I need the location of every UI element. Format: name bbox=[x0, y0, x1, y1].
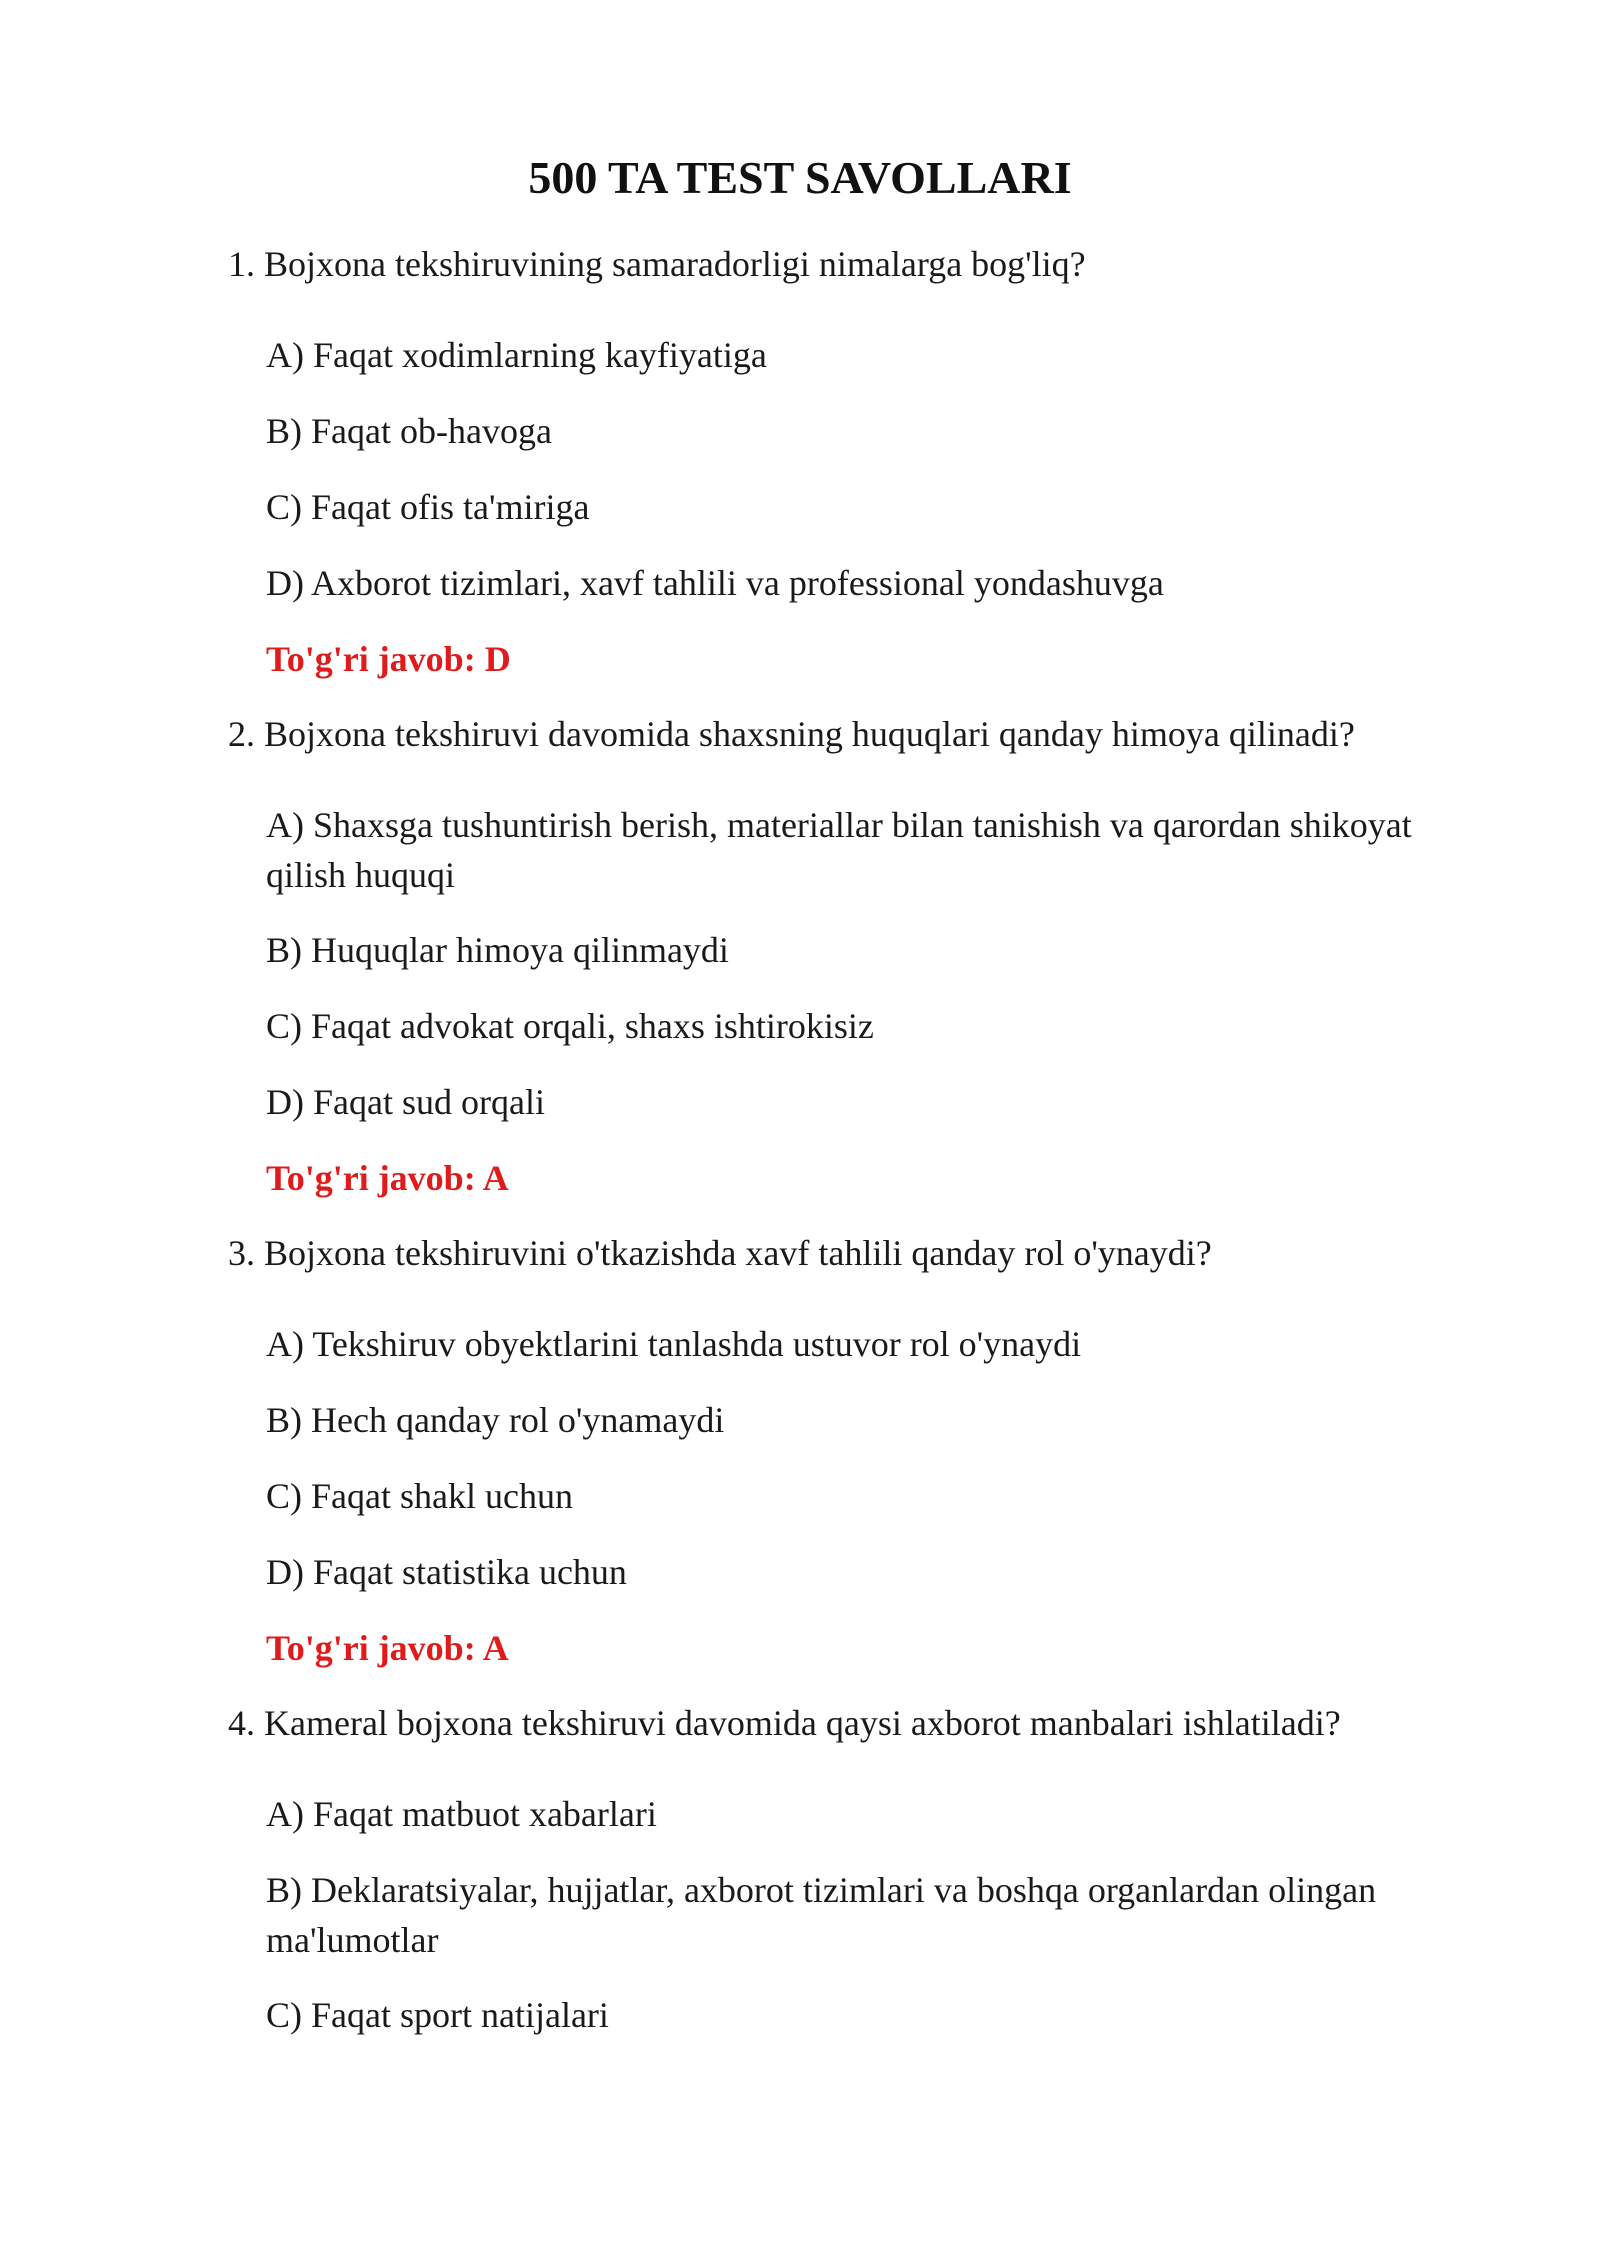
question-4-option-a: A) Faqat matbuot xabarlari bbox=[266, 1794, 657, 1834]
question-text: Bojxona tekshiruvini o'tkazishda xavf tahlili qanday rol o'ynaydi? bbox=[264, 1233, 1212, 1273]
question-2-option-b: B) Huquqlar himoya qilinmaydi bbox=[266, 930, 729, 970]
question-1-answer: To'g'ri javob: D bbox=[266, 639, 511, 679]
document-title: 500 TA TEST SAVOLLARI bbox=[528, 152, 1072, 203]
question-3-option-b: B) Hech qanday rol o'ynamaydi bbox=[266, 1400, 725, 1440]
question-2-option-a: A) Shaxsga tushuntirish berish, materiallar bilan tanishish va qarordan shikoyat qilish huquqi bbox=[266, 805, 1412, 895]
question-text: Bojxona tekshiruvining samaradorligi nimalarga bog'liq? bbox=[264, 244, 1086, 284]
question-3-option-c: C) Faqat shakl uchun bbox=[266, 1476, 573, 1516]
question-1 bbox=[228, 239, 1086, 289]
question-1-option-c: C) Faqat ofis ta'miriga bbox=[266, 487, 590, 527]
question-1-option-b: B) Faqat ob-havoga bbox=[266, 411, 552, 451]
question-text: Kameral bojxona tekshiruvi davomida qaysi axborot manbalari ishlatiladi? bbox=[264, 1703, 1341, 1743]
question-1-option-d: D) Axborot tizimlari, xavf tahlili va professional yondashuvga bbox=[266, 563, 1164, 603]
question-3-option-d: D) Faqat statistika uchun bbox=[266, 1552, 627, 1592]
question-number: 1. bbox=[228, 244, 255, 284]
question-3 bbox=[228, 1228, 1212, 1278]
question-text: Bojxona tekshiruvi davomida shaxsning huquqlari qanday himoya qilinadi? bbox=[264, 714, 1355, 754]
question-number: 3. bbox=[228, 1233, 255, 1273]
question-3-option-a: A) Tekshiruv obyektlarini tanlashda ustuvor rol o'ynaydi bbox=[266, 1324, 1082, 1364]
question-number: 2. bbox=[228, 714, 255, 754]
question-2-answer: To'g'ri javob: A bbox=[266, 1158, 509, 1198]
question-2-option-c: C) Faqat advokat orqali, shaxs ishtirokisiz bbox=[266, 1006, 874, 1046]
question-number: 4. bbox=[228, 1703, 255, 1743]
question-3-answer: To'g'ri javob: A bbox=[266, 1628, 509, 1668]
question-1-option-a: A) Faqat xodimlarning kayfiyatiga bbox=[266, 335, 767, 375]
question-4 bbox=[228, 1698, 1341, 1748]
question-4-option-c: C) Faqat sport natijalari bbox=[266, 1995, 609, 2035]
question-2 bbox=[228, 709, 1355, 759]
question-2-option-d: D) Faqat sud orqali bbox=[266, 1082, 545, 1122]
question-4-option-b: B) Deklaratsiyalar, hujjatlar, axborot tizimlari va boshqa organlardan olingan ma'lumotlar bbox=[266, 1870, 1377, 1960]
